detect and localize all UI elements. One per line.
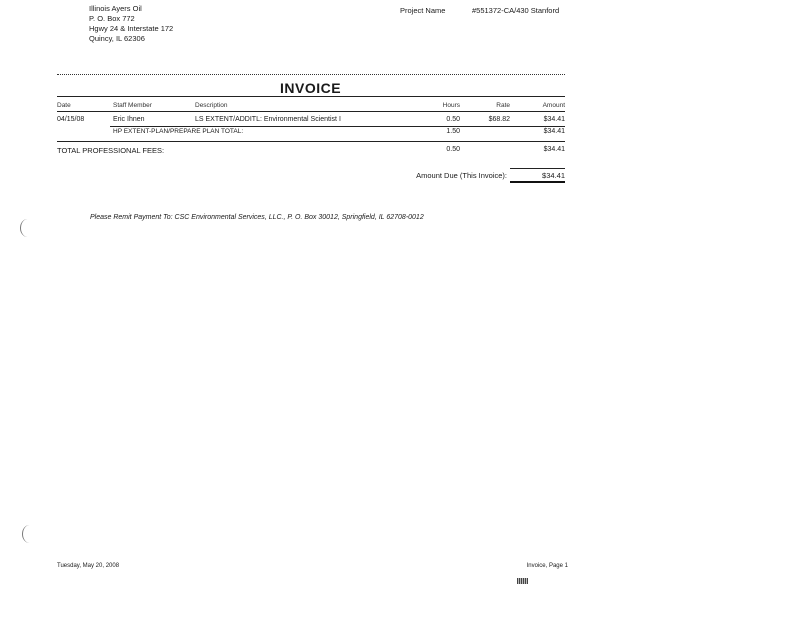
hole-punch-mark xyxy=(22,525,37,543)
subtotal-label: HP EXTENT-PLAN/PREPARE PLAN TOTAL: xyxy=(113,128,244,135)
amount-due-double-rule xyxy=(510,181,565,183)
total-rule xyxy=(57,141,565,142)
amount-due-label: Amount Due (This Invoice): xyxy=(416,171,507,180)
total-fees-label: TOTAL PROFESSIONAL FEES: xyxy=(57,146,165,155)
scan-stamp-mark xyxy=(517,578,528,584)
title-rule xyxy=(57,96,565,97)
total-fees-amount: $34.41 xyxy=(543,146,565,153)
column-header-description: Description xyxy=(195,102,228,109)
subtotal-amount: $34.41 xyxy=(543,128,565,135)
row-amount: $34.41 xyxy=(543,116,565,123)
invoice-title: INVOICE xyxy=(280,80,342,96)
total-fees-hours: 0.50 xyxy=(446,146,460,153)
footer-page-number: Invoice, Page 1 xyxy=(526,563,568,569)
row-staff: Eric Ihnen xyxy=(113,116,145,123)
subtotal-rule xyxy=(110,126,565,127)
project-name: #551372-CA/430 Stanford xyxy=(472,6,560,15)
row-date: 04/15/08 xyxy=(57,116,85,123)
footer-date: Tuesday, May 20, 2008 xyxy=(57,563,120,569)
client-address-line-3: Quincy, IL 62306 xyxy=(89,34,145,43)
column-header-rate: Rate xyxy=(496,102,510,109)
hole-punch-mark xyxy=(20,219,35,237)
row-description: LS EXTENT/ADDITL: Environmental Scientist I xyxy=(195,116,341,123)
row-hours: 0.50 xyxy=(446,116,460,123)
project-label: Project Name xyxy=(400,6,446,15)
header-underline xyxy=(57,111,565,112)
amount-due-value: $34.41 xyxy=(542,171,565,180)
column-header-date: Date xyxy=(57,102,71,109)
client-name: Illinois Ayers Oil xyxy=(89,4,142,13)
column-header-amount: Amount xyxy=(542,102,565,109)
column-header-staff: Staff Member xyxy=(113,102,152,109)
client-address-line-2: Hgwy 24 & Interstate 172 xyxy=(89,24,174,33)
remit-instructions: Please Remit Payment To: CSC Environmental Services, LLC., P. O. Box 30012, Springfield, IL 62708-0012 xyxy=(90,214,424,221)
header-rule xyxy=(57,74,565,75)
row-rate: $68.82 xyxy=(488,116,510,123)
amount-due-top-rule xyxy=(510,168,565,169)
column-header-hours: Hours xyxy=(442,102,460,109)
subtotal-hours: 1.50 xyxy=(446,128,460,135)
client-address-line-1: P. O. Box 772 xyxy=(89,14,135,23)
